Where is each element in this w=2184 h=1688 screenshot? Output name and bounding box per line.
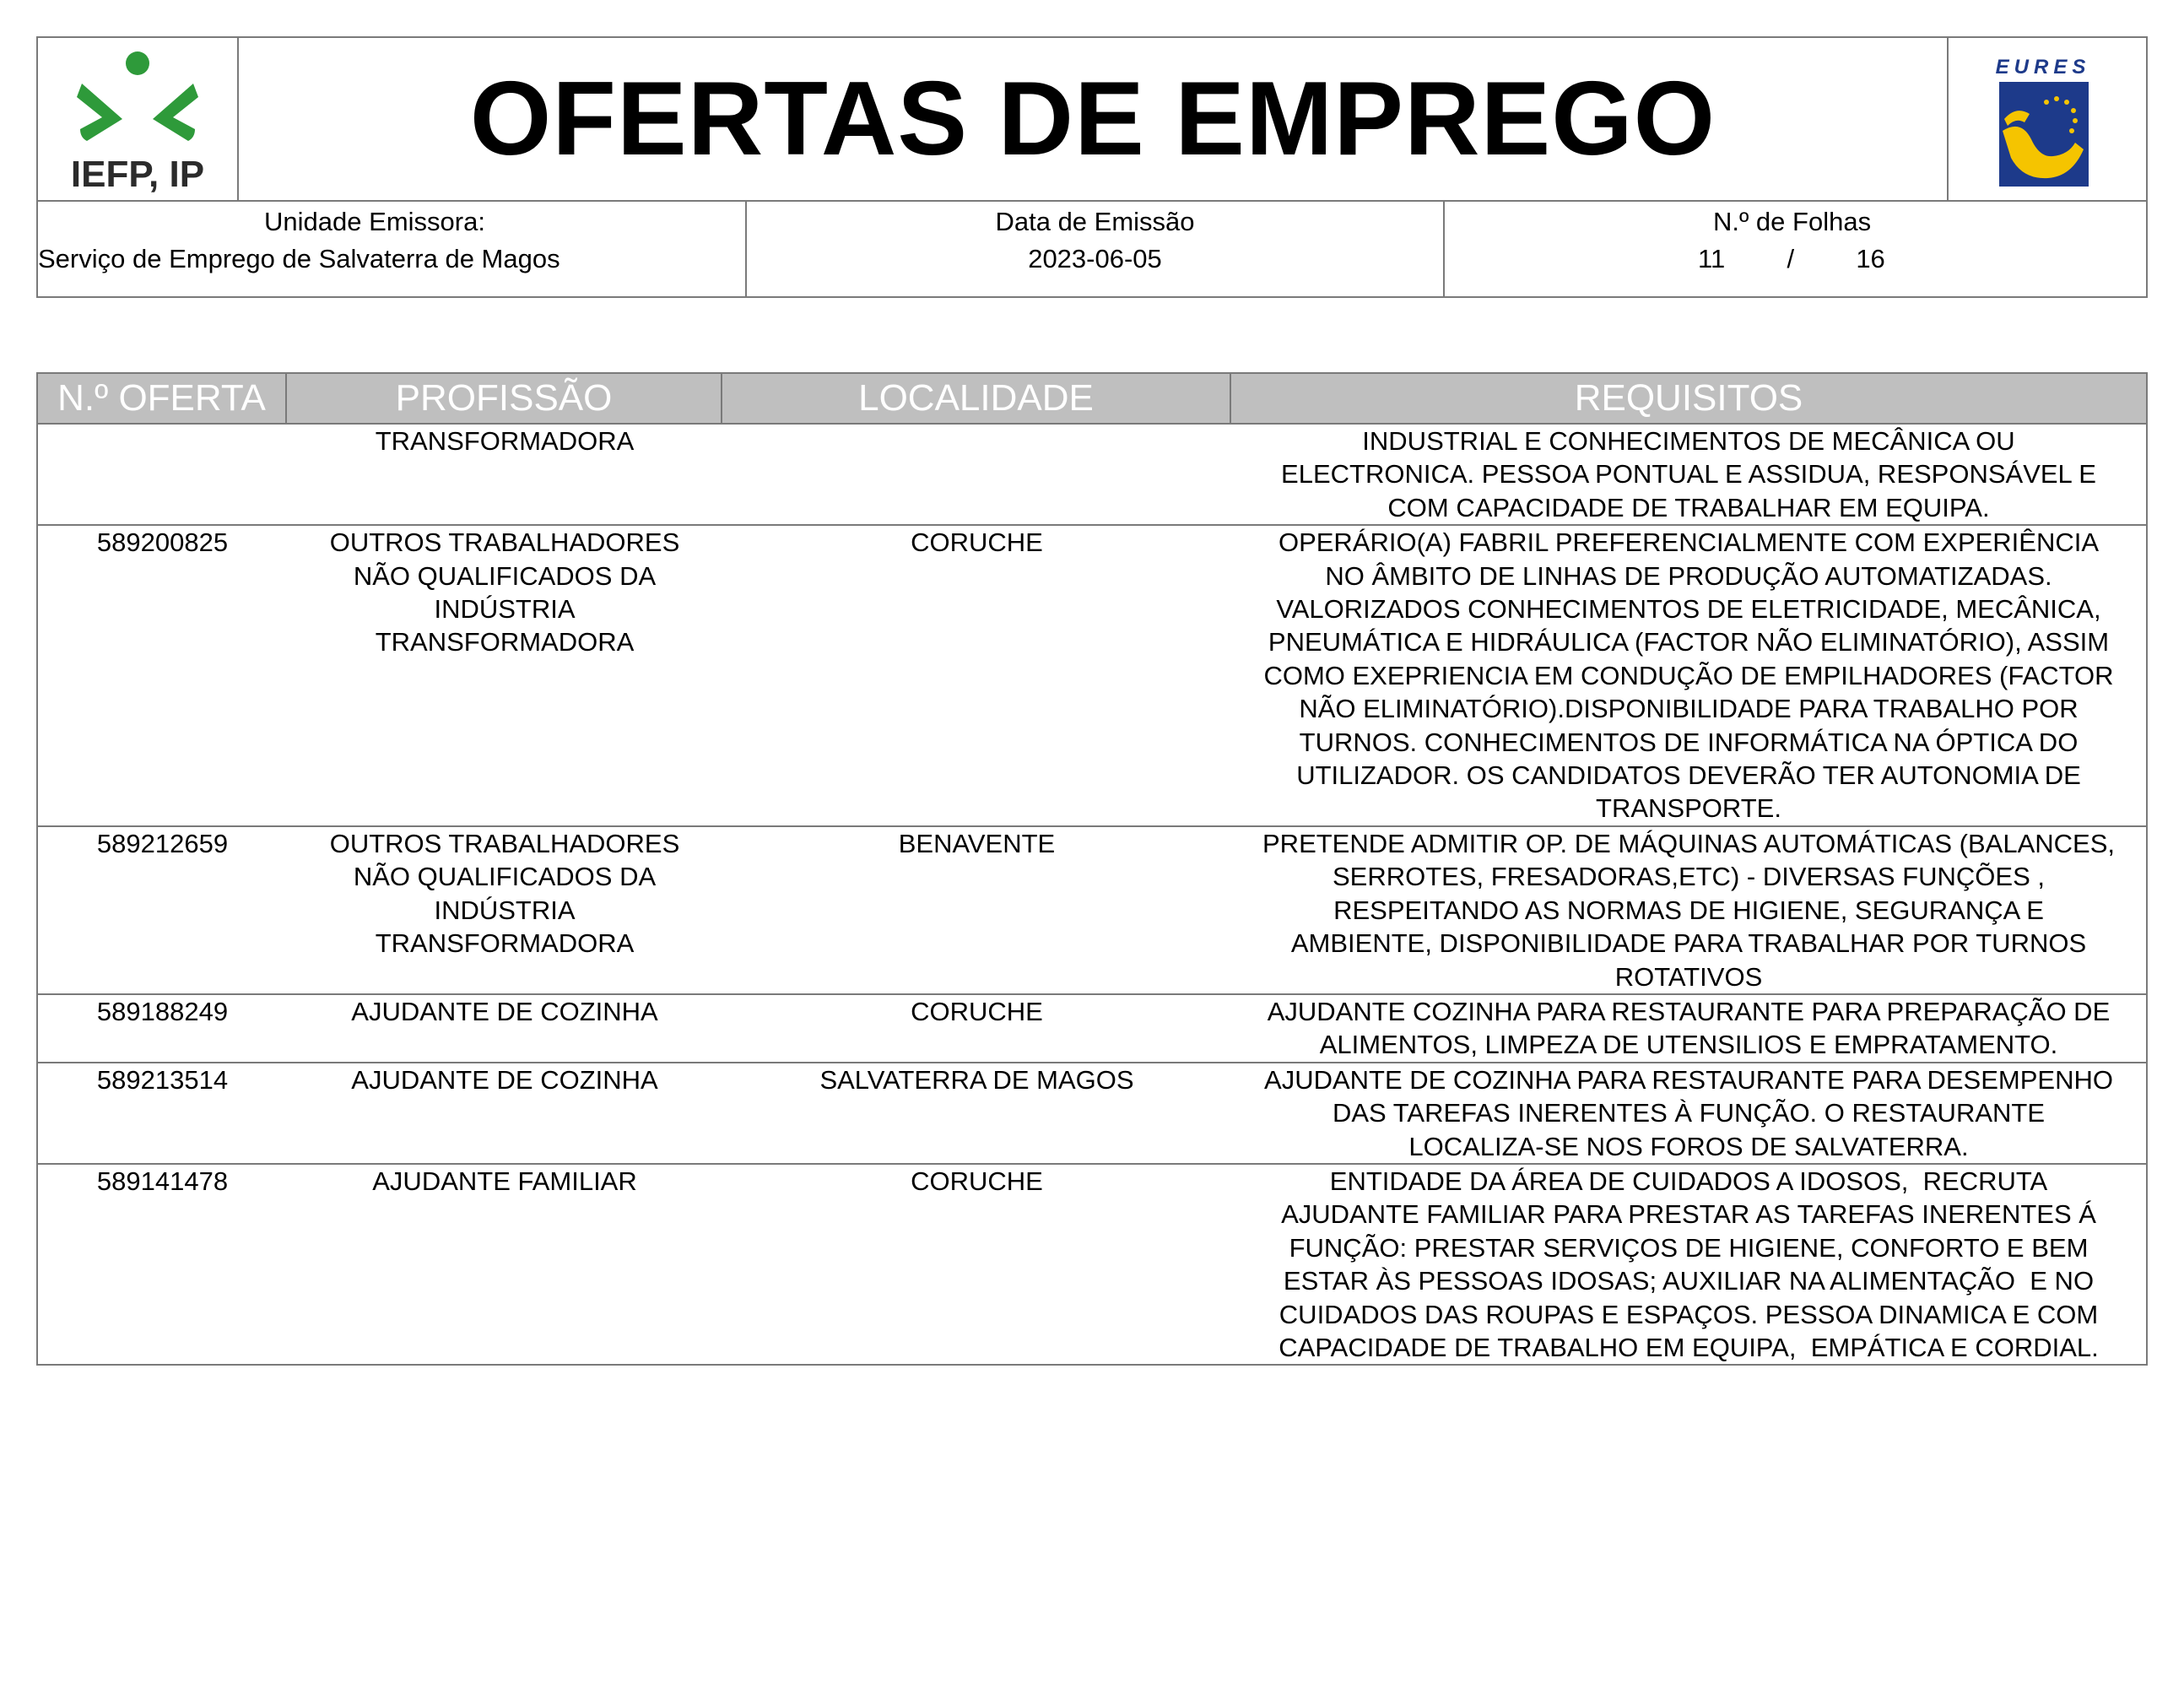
eures-logo-icon — [1949, 38, 2146, 198]
requirements-line: AJUDANTE COZINHA PARA RESTAURANTE PARA PREPARAÇÃO DE — [1267, 996, 2111, 1026]
cell-profession — [287, 827, 722, 993]
cell-location — [722, 1165, 1231, 1364]
requirements-line: PNEUMÁTICA E HIDRÁULICA (FACTOR NÃO ELIMINATÓRIO), ASSIM — [1268, 627, 2110, 657]
iefp-logo-cell — [38, 38, 239, 200]
requirements-line: CAPACIDADE DE TRABALHO EM EQUIPA, EMPÁTICA E CORDIAL. — [1279, 1332, 2099, 1362]
requirements-line: LOCALIZA-SE NOS FOROS DE SALVATERRA. — [1408, 1131, 1969, 1161]
sheet-total: 16 — [1856, 244, 1885, 273]
page-title: OFERTAS DE EMPREGO — [469, 61, 1716, 177]
requirements-line: VALORIZADOS CONHECIMENTOS DE ELETRICIDADE, MECÂNICA, — [1276, 594, 2101, 625]
offer-number-text: 589141478 — [96, 1166, 229, 1196]
requirements-line: CUIDADOS DAS ROUPAS E ESPAÇOS. PESSOA DINAMICA E COM — [1279, 1299, 2099, 1329]
profession-line: AJUDANTE DE COZINHA — [351, 996, 658, 1026]
document-header — [36, 36, 2148, 298]
meta-row — [38, 200, 2146, 298]
requirements-line: AMBIENTE, DISPONIBILIDADE PARA TRABALHAR POR TURNOS — [1290, 928, 2087, 959]
requirements-line: UTILIZADOR. OS CANDIDATOS DEVERÃO TER AUTONOMIA DE — [1296, 760, 2081, 791]
requirements-line: NÃO ELIMINATÓRIO).DISPONIBILIDADE PARA TRABALHO POR — [1299, 694, 2079, 724]
sheet-separator: / — [1787, 244, 1795, 273]
table-header — [38, 374, 2146, 423]
iefp-logo-text: IEFP, IP — [70, 154, 205, 195]
table-row — [38, 1062, 2146, 1163]
requirements-line: AJUDANTE FAMILIAR PARA PRESTAR AS TAREFAS INERENTES Á — [1281, 1199, 2096, 1230]
table-row — [38, 993, 2146, 1062]
issue-date-label: Data de Emissão — [995, 207, 1195, 236]
cell-requirements — [1231, 1165, 2146, 1364]
sheets-label: N.º de Folhas — [1713, 207, 1872, 236]
profession-line: TRANSFORMADORA — [375, 426, 635, 456]
column-header-offer-number: N.º OFERTA — [38, 374, 287, 423]
requirements-line: COM CAPACIDADE DE TRABALHAR EM EQUIPA. — [1387, 492, 1990, 522]
column-header-profession: PROFISSÃO — [287, 374, 722, 423]
sheet-current: 11 — [1698, 244, 1726, 273]
profession-line: TRANSFORMADORA — [375, 928, 635, 959]
requirements-line: DAS TAREFAS INERENTES À FUNÇÃO. O RESTAURANTE — [1332, 1098, 2046, 1128]
location-text: CORUCHE — [911, 1166, 1043, 1196]
location-text: SALVATERRA DE MAGOS — [819, 1064, 1134, 1095]
cell-profession — [287, 995, 722, 1062]
requirements-line: SERROTES, FRESADORAS,ETC) - DIVERSAS FUNÇÕES , — [1332, 862, 2045, 892]
requirements-line: ESTAR ÀS PESSOAS IDOSAS; AUXILIAR NA ALIMENTAÇÃO E NO — [1283, 1266, 2095, 1296]
issuing-unit-cell — [38, 202, 747, 298]
cell-requirements — [1231, 827, 2146, 993]
requirements-line: TURNOS. CONHECIMENTOS DE INFORMÁTICA NA ÓPTICA DO — [1299, 727, 2079, 757]
issuing-unit-value: Serviço de Emprego de Salvaterra de Magos — [38, 244, 560, 273]
location-text: CORUCHE — [911, 996, 1043, 1026]
requirements-line: AJUDANTE DE COZINHA PARA RESTAURANTE PARA DESEMPENHO — [1264, 1064, 2113, 1095]
requirements-line: ENTIDADE DA ÁREA DE CUIDADOS A IDOSOS, RECRUTA — [1329, 1166, 2048, 1196]
profession-line: OUTROS TRABALHADORES — [329, 828, 680, 858]
requirements-line: ALIMENTOS, LIMPEZA DE UTENSILIOS E EMPRATAMENTO. — [1319, 1030, 2058, 1060]
offer-number-text: 589213514 — [96, 1064, 229, 1095]
cell-profession — [287, 526, 722, 825]
title-cell — [239, 38, 1947, 200]
cell-profession — [287, 1165, 722, 1364]
cell-location — [722, 1063, 1231, 1163]
profession-line: INDÚSTRIA — [434, 594, 576, 625]
requirements-line: ROTATIVOS — [1614, 961, 1763, 992]
profession-line: INDÚSTRIA — [434, 895, 576, 925]
cell-requirements — [1231, 1063, 2146, 1163]
column-header-location: LOCALIDADE — [722, 374, 1231, 423]
issue-date-cell — [747, 202, 1445, 298]
cell-location — [722, 827, 1231, 993]
offer-number-text: 589212659 — [96, 828, 229, 858]
issuing-unit-label: Unidade Emissora: — [264, 207, 485, 236]
requirements-line: RESPEITANDO AS NORMAS DE HIGIENE, SEGURANÇA E — [1333, 895, 2044, 925]
eures-logo-text: EURES — [1995, 56, 2091, 78]
requirements-line: INDUSTRIAL E CONHECIMENTOS DE MECÂNICA OU — [1362, 426, 2015, 456]
cell-offer-number — [38, 1165, 287, 1364]
cell-location — [722, 425, 1231, 524]
column-header-requirements: REQUISITOS — [1574, 377, 1803, 419]
requirements-line: COMO EXEPRIENCIA EM CONDUÇÃO DE EMPILHADORES (FACTOR — [1263, 660, 2114, 690]
iefp-logo-icon — [38, 38, 237, 198]
cell-requirements — [1231, 526, 2146, 825]
cell-requirements — [1231, 995, 2146, 1062]
cell-requirements — [1231, 425, 2146, 524]
profession-line: AJUDANTE DE COZINHA — [351, 1064, 658, 1095]
requirements-line: TRANSPORTE. — [1596, 793, 1781, 824]
table-row — [38, 423, 2146, 524]
profession-line: OUTROS TRABALHADORES — [329, 528, 680, 558]
cell-offer-number — [38, 526, 287, 825]
job-offers-table — [36, 372, 2148, 1366]
table-row — [38, 1163, 2146, 1364]
requirements-line: ELECTRONICA. PESSOA PONTUAL E ASSIDUA, RESPONSÁVEL E — [1281, 459, 2096, 490]
cell-offer-number — [38, 995, 287, 1062]
sheets-cell — [1445, 202, 2146, 298]
requirements-line: OPERÁRIO(A) FABRIL PREFERENCIALMENTE COM EXPERIÊNCIA — [1278, 528, 2100, 558]
cell-location — [722, 995, 1231, 1062]
sheets-value — [1698, 241, 1885, 278]
profession-line: NÃO QUALIFICADOS DA — [353, 862, 657, 892]
table-row — [38, 524, 2146, 825]
cell-offer-number — [38, 827, 287, 993]
profession-line: NÃO QUALIFICADOS DA — [353, 560, 657, 591]
profession-line: TRANSFORMADORA — [375, 627, 635, 657]
requirements-line: PRETENDE ADMITIR OP. DE MÁQUINAS AUTOMÁTICAS (BALANCES, — [1262, 828, 2115, 858]
location-text: BENAVENTE — [898, 828, 1056, 858]
offer-number-text: 589200825 — [96, 528, 229, 558]
profession-line: AJUDANTE FAMILIAR — [372, 1166, 637, 1196]
issue-date-value: 2023-06-05 — [1028, 244, 1162, 273]
cell-profession — [287, 1063, 722, 1163]
cell-location — [722, 526, 1231, 825]
requirements-line: NO ÂMBITO DE LINHAS DE PRODUÇÃO AUTOMATIZADAS. — [1325, 560, 2052, 591]
table-row — [38, 825, 2146, 993]
cell-profession — [287, 425, 722, 524]
requirements-line: FUNÇÃO: PRESTAR SERVIÇOS DE HIGIENE, CONFORTO E BEM — [1289, 1232, 2089, 1263]
cell-offer-number — [38, 425, 287, 524]
offer-number-text: 589188249 — [96, 996, 229, 1026]
table-body — [38, 423, 2146, 1364]
cell-offer-number — [38, 1063, 287, 1163]
eures-logo-cell — [1947, 38, 2146, 200]
location-text: CORUCHE — [911, 528, 1043, 558]
